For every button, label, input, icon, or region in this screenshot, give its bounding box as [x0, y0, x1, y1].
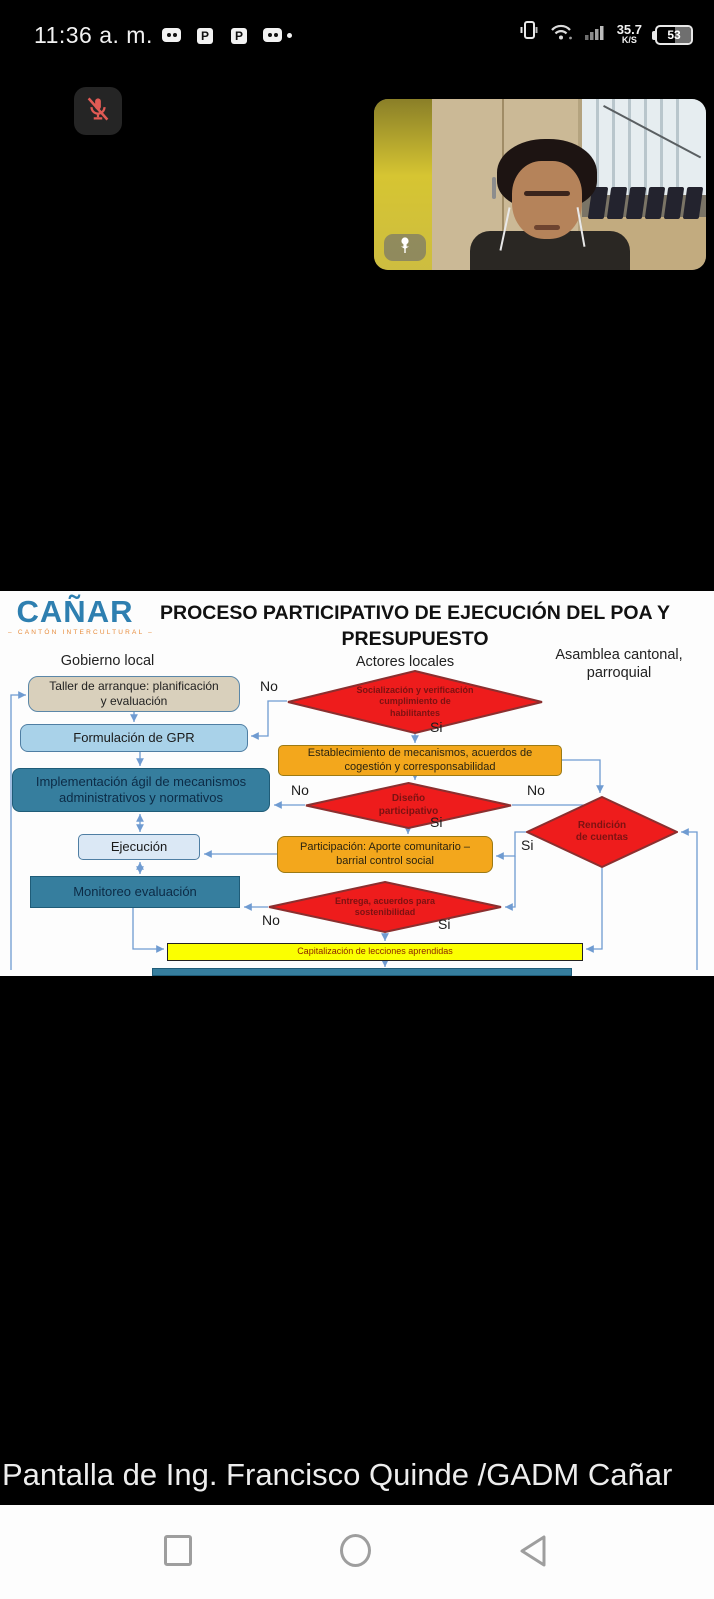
- establecimiento-box: Establecimiento de mecanismos, acuerdos de cogestión y corresponsabilidad: [278, 745, 562, 776]
- network-speed-value: 35.7: [616, 22, 642, 37]
- monitoreo-box: Monitoreo evaluación: [30, 876, 240, 908]
- wifi-icon: [549, 21, 575, 46]
- nav-home-button[interactable]: [340, 1534, 371, 1567]
- notification-camera-icon: [263, 28, 282, 42]
- participacion-box: Participación: Aporte comunitario – barrial control social: [277, 836, 493, 873]
- rendicion-no-label: No: [527, 782, 545, 798]
- entrega-diamond: Entrega, acuerdos para sostenibilidad: [268, 881, 502, 933]
- ejecucion-box: Ejecución: [78, 834, 200, 860]
- background-binders: [590, 185, 706, 219]
- implementacion-box: Implementación ágil de mecanismos administrativos y normativos: [12, 768, 270, 812]
- pin-video-button[interactable]: [384, 234, 426, 261]
- network-speed-unit: K/S: [621, 35, 637, 45]
- mic-off-icon: [83, 94, 113, 129]
- status-bar: [0, 0, 714, 52]
- diseno-diamond: Diseño participativo: [305, 782, 512, 829]
- vibrate-icon: [519, 19, 539, 46]
- rendicion-diamond: Rendición de cuentas: [526, 796, 678, 868]
- network-speed: [617, 23, 642, 45]
- status-time: 11:36 a. m.: [34, 22, 153, 48]
- canar-logo-word: CAÑAR: [16, 594, 134, 629]
- gpr-box: Formulación de GPR: [20, 724, 248, 752]
- socializacion-si-label: Si: [430, 719, 443, 735]
- taller-box: Taller de arranque: planificación y evaluación: [28, 676, 240, 712]
- entrega-si-label: Si: [438, 916, 451, 932]
- capitalizacion-bar: Capitalización de lecciones aprendidas: [167, 943, 583, 961]
- notification-dot-icon: [287, 33, 292, 38]
- signal-bars-icon: [585, 23, 607, 46]
- column-header-actores-locales: Actores locales: [355, 654, 455, 670]
- bottom-teal-bar: [152, 968, 572, 976]
- nav-recents-button[interactable]: [164, 1535, 192, 1566]
- column-header-gobierno-local: Gobierno local: [60, 653, 155, 669]
- screen-share-owner-label: Pantalla de Ing. Francisco Quinde /GADM Cañar: [2, 1457, 673, 1492]
- mic-muted-button[interactable]: [74, 87, 122, 135]
- column-header-asamblea-cantonal: Asamblea cantonal, parroquial: [555, 647, 683, 682]
- entrega-no-label: No: [262, 912, 280, 928]
- canar-logo-subtitle: – CANTÓN INTERCULTURAL –: [8, 629, 154, 636]
- notification-camera-icon: [162, 28, 181, 42]
- notification-powerpoint-icon: P: [197, 28, 213, 44]
- pushpin-icon: [397, 236, 413, 259]
- diseno-no-label: No: [291, 782, 309, 798]
- battery-level: 53: [667, 28, 681, 42]
- nav-back-button[interactable]: [517, 1534, 549, 1573]
- diseno-si-label: Si: [430, 814, 443, 830]
- rendicion-si-label: Si: [521, 837, 534, 853]
- socializacion-diamond: Socialización y verificación cumplimiento de habilitantes: [287, 670, 543, 734]
- battery-icon: [652, 24, 696, 46]
- socializacion-no-label: No: [260, 678, 278, 694]
- android-nav-bar: [0, 1505, 714, 1599]
- slide-title-line1: PROCESO PARTICIPATIVO DE EJECUCIÓN DEL POA Y: [160, 602, 670, 624]
- notification-powerpoint-icon: P: [231, 28, 247, 44]
- screen-share-area[interactable]: [0, 578, 714, 976]
- participant-video-thumbnail[interactable]: [374, 99, 706, 270]
- slide-title-line2: PRESUPUESTO: [341, 628, 489, 651]
